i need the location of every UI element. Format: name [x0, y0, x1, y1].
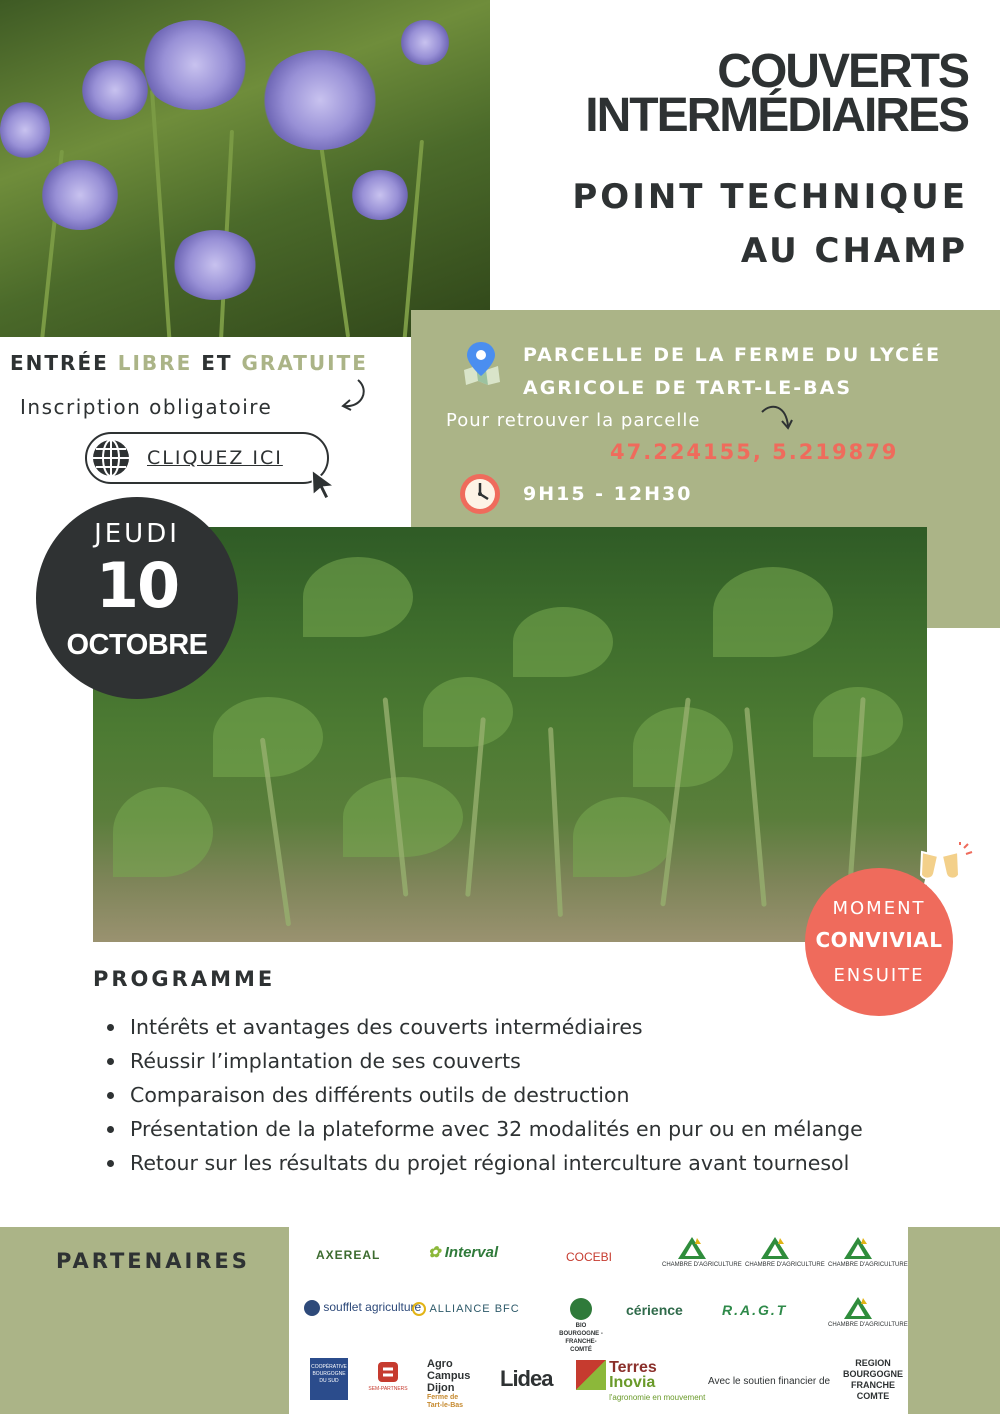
logo-sem-partners: SEM-PARTNERS: [366, 1360, 410, 1392]
libre-word: LIBRE: [117, 351, 193, 375]
logo-cooperative: COOPÉRATIVE BOURGOGNE DU SUD: [310, 1358, 348, 1400]
logo-chambre-yonne: CHAMBRE D'AGRICULTURE: [828, 1236, 888, 1268]
logo-alliance-bfc: ALLIANCE BFC: [412, 1302, 520, 1316]
clock-icon: [458, 472, 502, 520]
entry-word: ENTRÉE: [10, 351, 109, 375]
location-line1: PARCELLE DE LA FERME DU LYCÉE: [523, 344, 942, 366]
entry-free-text: [10, 351, 368, 375]
programme-title: PROGRAMME: [93, 967, 276, 991]
logo-cocebi: COCEBI: [566, 1250, 613, 1264]
curved-arrow-icon: [340, 378, 368, 416]
list-item: Intérêts et avantages des couverts intermédiaires: [105, 1010, 863, 1044]
list-item: Retour sur les résultats du projet régional interculture avant tournesol: [105, 1146, 863, 1180]
logo-ragt: R.A.G.T: [722, 1302, 788, 1318]
title-block: [572, 45, 968, 278]
logo-region-bfc: REGION BOURGOGNE FRANCHE COMTE: [843, 1358, 904, 1401]
phacelia-photo: [0, 0, 490, 337]
map-pin-icon: [458, 340, 504, 386]
list-item: Réussir l’implantation de ses couverts: [105, 1044, 863, 1078]
bio-leaf-icon: [570, 1298, 592, 1320]
sem-mark-icon: [376, 1360, 400, 1384]
location-line2: AGRICOLE DE TART-LE-BAS: [523, 377, 853, 399]
alliance-mark-icon: [412, 1302, 426, 1316]
logo-lidea: Lidea: [500, 1366, 553, 1391]
find-parcel-text: Pour retrouver la parcelle: [446, 410, 701, 431]
event-month: OCTOBRE: [66, 629, 208, 661]
convivial-line3: ENSUITE: [833, 965, 925, 986]
convivial-line2: CONVIVIAL: [815, 928, 943, 952]
page-title-line1: COUVERTS: [717, 45, 968, 98]
convivial-line1: MOMENT: [832, 898, 926, 919]
et-word: ET: [201, 351, 233, 375]
subtitle-line1: POINT TECHNIQUE: [572, 177, 968, 217]
event-time: 9H15 - 12H30: [523, 483, 693, 505]
logo-axereal: AXEREAL: [316, 1248, 381, 1262]
chambre-triangle-icon: [843, 1296, 873, 1320]
chambre-triangle-icon: [677, 1236, 707, 1260]
gps-coordinates[interactable]: 47.224155, 5.219879: [610, 440, 899, 464]
financial-support-text: Avec le soutien financier de: [708, 1376, 831, 1387]
cursor-icon: [310, 468, 338, 504]
registration-required-text: Inscription obligatoire: [20, 395, 273, 419]
logo-soufflet: soufflet agriculture: [304, 1300, 421, 1316]
page-title-line2: INTERMÉDIAIRES: [585, 89, 968, 142]
logo-terres-inovia: Terres Inovia l'agronomie en mouvement: [576, 1360, 705, 1405]
list-item: Comparaison des différents outils de destruction: [105, 1078, 863, 1112]
curved-arrow-icon: [760, 404, 794, 438]
globe-icon: [91, 438, 131, 482]
register-link-button[interactable]: [85, 432, 329, 484]
logo-bio-bfc: BIO BOURGOGNE - FRANCHE-COMTÉ: [556, 1298, 606, 1354]
logo-cerience: cérience: [626, 1302, 683, 1318]
convivial-moment-badge: [805, 868, 953, 1016]
interval-mark-icon: ✿: [428, 1244, 445, 1261]
terres-inovia-mark-icon: [576, 1360, 606, 1390]
logo-chambre-nievre: CHAMBRE D'AGRICULTURE: [745, 1236, 805, 1268]
event-day: JEUDI: [94, 519, 180, 549]
gratuite-word: GRATUITE: [241, 351, 368, 375]
partners-title: PARTENAIRES: [56, 1249, 250, 1273]
event-day-number: 10: [95, 549, 179, 622]
register-link-label[interactable]: CLIQUEZ ICI: [147, 447, 283, 469]
logo-chambre-cote-dor: CHAMBRE D'AGRICULTURE: [662, 1236, 722, 1268]
logo-interval: ✿ Interval: [428, 1244, 499, 1261]
logo-agrocampus: Agro Campus Dijon Ferme de Tart-le-Bas: [427, 1358, 471, 1409]
programme-list: [105, 1010, 863, 1180]
logo-chambre-saone: CHAMBRE D'AGRICULTURE: [828, 1296, 888, 1328]
subtitle-line2: AU CHAMP: [740, 231, 968, 271]
list-item: Présentation de la plateforme avec 32 modalités en pur ou en mélange: [105, 1112, 863, 1146]
soufflet-mark-icon: [304, 1300, 320, 1316]
chambre-triangle-icon: [843, 1236, 873, 1260]
chambre-triangle-icon: [760, 1236, 790, 1260]
event-date-badge: [36, 497, 238, 699]
